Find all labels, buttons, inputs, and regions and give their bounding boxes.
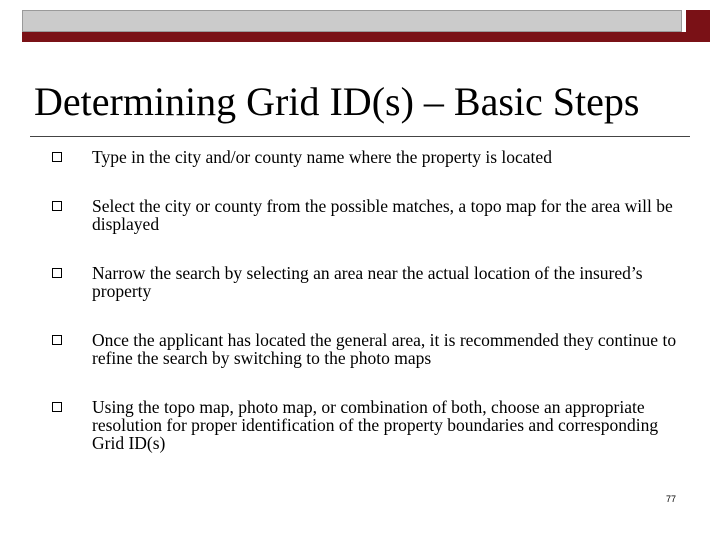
bullet-text: Select the city or county from the possible matches, a topo map for the area will be displayed: [92, 196, 673, 234]
bullet-text: Once the applicant has located the general area, it is recommended they continue to refine the search by switching to the photo maps: [92, 330, 677, 368]
page-number: 77: [665, 494, 676, 504]
bullet-list: [52, 148, 682, 452]
bullet-marker: [52, 148, 92, 162]
bullet-item: [52, 398, 682, 452]
bullet-marker: [52, 331, 92, 345]
slide-title: Determining Grid ID(s) – Basic Steps: [34, 79, 640, 124]
bullet-marker: [52, 264, 92, 278]
bullet-marker: [52, 197, 92, 211]
bullet-item: [52, 264, 682, 300]
checkbox-bullet-icon: [52, 152, 62, 162]
checkbox-bullet-icon: [52, 268, 62, 278]
checkbox-bullet-icon: [52, 335, 62, 345]
bullet-marker: [52, 398, 92, 412]
header-band-accent-bar: [22, 32, 710, 42]
header-band-light-bar: [22, 10, 682, 32]
bullet-text: Narrow the search by selecting an area near the actual location of the insured’s property: [92, 263, 643, 301]
bullet-text: Type in the city and/or county name where the property is located: [92, 147, 552, 167]
title-divider: [30, 136, 690, 137]
checkbox-bullet-icon: [52, 201, 62, 211]
bullet-item: [52, 331, 682, 367]
bullet-text: Using the topo map, photo map, or combination of both, choose an appropriate resolution for proper identification of the property boundaries and corresponding Grid ID(s): [92, 397, 659, 453]
bullet-item: [52, 197, 682, 233]
bullet-item: [52, 148, 682, 166]
header-band: [22, 10, 710, 42]
header-accent-square: [686, 10, 710, 34]
checkbox-bullet-icon: [52, 402, 62, 412]
